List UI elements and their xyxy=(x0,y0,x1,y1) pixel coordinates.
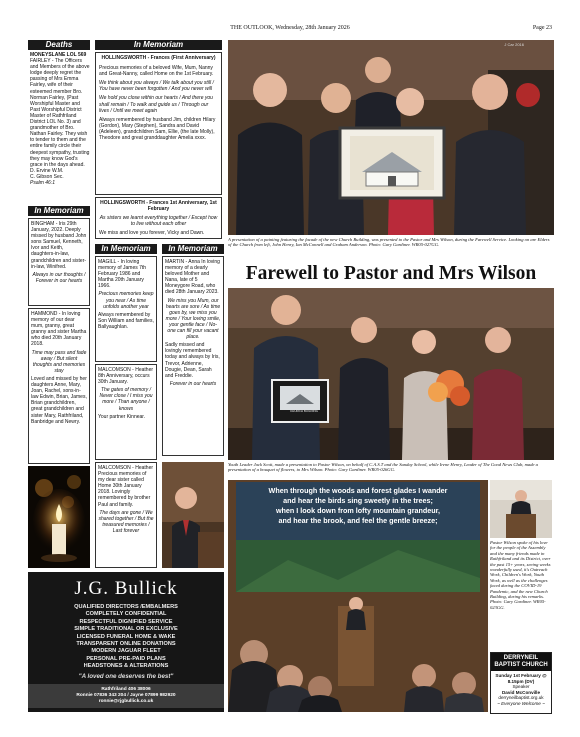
hammond-p2: Loved and missed by her daughters Anne, Mary, Joan, Rachel, sons-in-law Edwin, Brian, James, Brian grandchildren, great grandchildren and sister Mary, Rathfriland, Banbridge and Newry. xyxy=(31,375,87,425)
hollingsworth2-verse: As sisters we learnt everything together / Except how to live without each other xyxy=(99,215,218,228)
malcomson2-verse: The days are gone / We shared together / But the treasured memories / Last forever xyxy=(98,509,154,534)
jg-bullick-contact xyxy=(28,684,224,708)
hymn-line-4: and hear the brook, and feel the gentle breeze; xyxy=(278,516,438,525)
deacon-photo xyxy=(162,462,224,568)
martin-text: MARTIN - Anna In loving memory of a dearly beloved Mother and Nana, late of 5 Moneygore Road, who died 28th January 2023. xyxy=(165,259,220,296)
church-speaker: David McConville xyxy=(501,689,541,695)
church-welcome: ~ Everyone Welcome ~ xyxy=(497,700,545,706)
hollingsworth-p1: Precious memories of a beloved Wife, Mum, Nanny and Great-Nanny, called Home on the 1st February. xyxy=(99,65,214,78)
jg-contact-2: Ronnie 07836 343 204 / Jayne 07899 982920 xyxy=(76,692,176,698)
pastor-pulpit-image xyxy=(490,480,552,538)
memoriam-notice-magill xyxy=(95,256,157,362)
bingham-text: BINGHAM - Iris 29th January, 2022. Deeply missed by husband John sons Samuel, Kenneth, Ivor and Keith, daughters-in-law, grandchildren and sister-in-law, Winifred. xyxy=(31,221,87,270)
hollingsworth-p2: Always remembered by husband Jim, children Hilary (Gordon), Mary (Stephen), Sandra and David (Adeleen), grandchildren Sam, Ellie, (the late Molly), Theodore and great granddaughter Amelia xxxx. xyxy=(99,116,216,142)
top-photo-caption: A presentation of a painting featuring the facade of the new Church Building, was presented to the Pastor and Mrs Wilson, during the Farewell Service. Looking on are Elders of the Church from left, John Henry, Ian McConnell and Graham Anderson. Photo: Gary Gardiner. WR05-027GG. xyxy=(228,237,550,248)
magill-text: MAGILL - In loving memory of James 7th February 1986 and Martha 20th January 1966. xyxy=(98,259,147,290)
mid-photo-caption: Youth Leader Jack Scott, made a presentation to Pastor Wilson, on behalf of C.A.S.T and the Sunday School, while Irene Henry, Leader of The Good News Club, made a presentation of a bouquet of flowers, to Mrs Wilson. Photo: Gary Gardiner. WR05-026GG. xyxy=(228,462,538,473)
jg-service: SIMPLE TRADITIONAL OR EXCLUSIVE xyxy=(74,626,178,633)
top-presentation-photo xyxy=(228,40,554,235)
article-headline: Farewell to Pastor and Mrs Wilson xyxy=(245,263,537,284)
hymn-lyrics xyxy=(240,486,476,526)
hollingsworth-verse-2: We hold you close within our hearts / And there you shall remain / To walk and guide us / Through our lives / Until we meet again xyxy=(99,95,213,114)
hammond-verse: Time may pass and fade away / But silent thoughts and memories stay xyxy=(31,349,87,374)
service-photo xyxy=(228,480,488,712)
jg-service: PERSONAL PRE-PAID PLANS xyxy=(86,655,166,662)
memoriam-notice-hollingsworth xyxy=(95,52,222,195)
jg-contact-1: Rathfriland 406 38006 xyxy=(101,686,151,692)
mid-presentation-image xyxy=(228,288,554,460)
mid-presentation-photo xyxy=(228,288,554,460)
martin-p2: Sadly missed and lovingly remembered today and always by Iris, Trevor, Adrienne, Dougie, Dean, Sarah and Freddie. xyxy=(165,342,220,379)
memoriam-notice-hollingsworth-2 xyxy=(95,197,222,239)
deaths-lodge-name: MONEYSLANE LOL 569 xyxy=(30,52,87,58)
candle-photo xyxy=(28,466,90,568)
pastor-caption: Pastor Wilson spoke of his love for the people of the Assembly and the many friends made in Rathfriland and its District, over the past 15+ years, seeing weeks wonderfully used, it's Outreach Work, Children's Work, Youth Work, as well as the challenges faced during the COVID-19 Pandemic, and the new Church Building, during his remarks. Photo: Gary Gardiner. WR05-023GG. xyxy=(490,540,551,610)
jg-service: TRANSPARENT ONLINE DONATIONS xyxy=(76,641,176,648)
jg-bullick-services xyxy=(28,604,224,671)
malcomson1-text: MALCOMSON - Heather 8th Anniversary, occurs 30th January. xyxy=(98,367,154,386)
hollingsworth2-name: HOLLINGSWORTH - Frances 1st Anniversary, 1st February xyxy=(100,200,217,213)
hymn-line-2: and hear the birds sing sweetly in the trees; xyxy=(283,496,433,505)
deaths-notice xyxy=(30,52,90,202)
page-header xyxy=(28,25,552,35)
top-presentation-image xyxy=(228,40,554,235)
church-site[interactable]: derryneilbaptist.org.uk xyxy=(498,695,544,701)
church-speaker-label: Speaker xyxy=(512,684,530,690)
malcomson1-verse: The gates of memory / Never close / I miss you more / Than anyone / knows xyxy=(99,387,153,412)
jg-service: COMPLETELY CONFIDENTIAL xyxy=(85,611,167,618)
memoriam-notice-bingham xyxy=(28,218,90,306)
hammond-text: HAMMOND - In loving memory of our dear mum, granny, great granny and sister Martha who died 20th January 2018. xyxy=(31,311,87,348)
martin-verse: We miss you Mum, our hearts are sore / As time goes by, we miss you more / Your loving smile, your gentle face / No-one can fill your vacant place. xyxy=(165,297,221,341)
plaque-label: CHURCH BUILDING xyxy=(289,409,318,413)
deaths-sign-2: C. Gibson Sec. xyxy=(30,173,64,180)
jg-bullick-advert xyxy=(28,572,224,712)
pastor-pulpit-photo xyxy=(490,480,552,538)
page-number: Page 23 xyxy=(532,25,552,31)
memoriam-notice-martin xyxy=(162,256,224,456)
martin-verse-2: Forever in our hearts xyxy=(169,380,217,387)
bingham-verse: Always in our thoughts / Forever in our hearts xyxy=(32,271,86,284)
hymn-line-3: when I look down from lofty mountain grandeur, xyxy=(275,506,441,515)
jg-bullick-slogan: "A loved one deserves the best" xyxy=(78,672,174,680)
memoriam-notice-malcomson-1 xyxy=(95,364,157,460)
memoriam-heading-mid: In Memoriam xyxy=(95,244,157,254)
deaths-psalm: Psalm 46:1 xyxy=(30,179,56,186)
church-date: Sunday 1st February @ 8.15pm (DV) xyxy=(495,673,547,684)
jg-bullick-title: J.G. Bullick xyxy=(74,578,178,599)
hollingsworth-name: HOLLINGSWORTH - Frances (First Anniversary) xyxy=(101,55,216,61)
deaths-body: FAIRLEY - The Officers and Members of the above lodge deeply regret the passing of Mrs Emma Fairley, wife of their esteemed member Bro. Norman Fairley, (Past Worshipful Master and Past Worshipful District Master of Rathfriland District LOL No. 3) and grandmother of Bro. Nathan Fairley. They wish to tender to them and the entire family circle their deepest sympathy, trusting they may know God's grace in the days ahead. xyxy=(30,58,90,168)
jg-service: HEADSTONES & ALTERATIONS xyxy=(83,663,169,670)
deaths-heading: Deaths xyxy=(28,40,90,50)
magill-p2: Always remembered by Son William and families, Ballyaughlan. xyxy=(98,311,154,330)
jg-contact-3[interactable]: ronnie@rjgbullick.co.uk xyxy=(98,698,154,704)
jg-service: LICENSED FUNERAL HOME & WAKE xyxy=(76,633,176,640)
magill-verse: Precious memories keep you near / As time unfolds another year xyxy=(98,291,154,310)
header-center: THE OUTLOOK, Wednesday, 28th January 2026 xyxy=(230,25,350,31)
hollingsworth2-p1: We miss and love you forever, Vicky and Dawn. xyxy=(99,230,205,237)
deacon-image xyxy=(162,462,224,568)
jg-service: RESPECTFUL DIGNIFIED SERVICE xyxy=(79,618,173,625)
church-name: DERRYNEIL BAPTIST CHURCH xyxy=(491,653,551,671)
memoriam-heading-right: In Memoriam xyxy=(162,244,224,254)
top-photo-credit: J Car 2016 xyxy=(504,42,524,47)
jg-service: MODERN JAGUAR FLEET xyxy=(91,648,161,655)
deaths-sign-1: D. Ervine W.M. xyxy=(30,167,64,174)
malcomson1-p2: Your partner Kinnear. xyxy=(98,413,146,420)
memoriam-notice-hammond xyxy=(28,308,90,464)
memoriam-heading-left: In Memoriam xyxy=(28,206,90,216)
candle-image xyxy=(28,466,90,568)
hollingsworth-verse-1: We think about you always / We talk about you still / You have never been forgotten / And you never will xyxy=(99,80,214,93)
church-advert xyxy=(490,652,552,714)
jg-service: QUALIFIED DIRECTORS /EMBALMERS xyxy=(74,604,178,610)
memoriam-heading-top: In Memoriam xyxy=(95,40,222,50)
malcomson2-text: MALCOMSON - Heather Precious memories of my dear sister called Home 30th January 2018. Lovingly remembered by brother Paul and family. xyxy=(98,465,154,508)
hymn-line-1: When through the woods and forest glades I wander xyxy=(268,486,448,495)
memoriam-notice-malcomson-2 xyxy=(95,462,157,568)
